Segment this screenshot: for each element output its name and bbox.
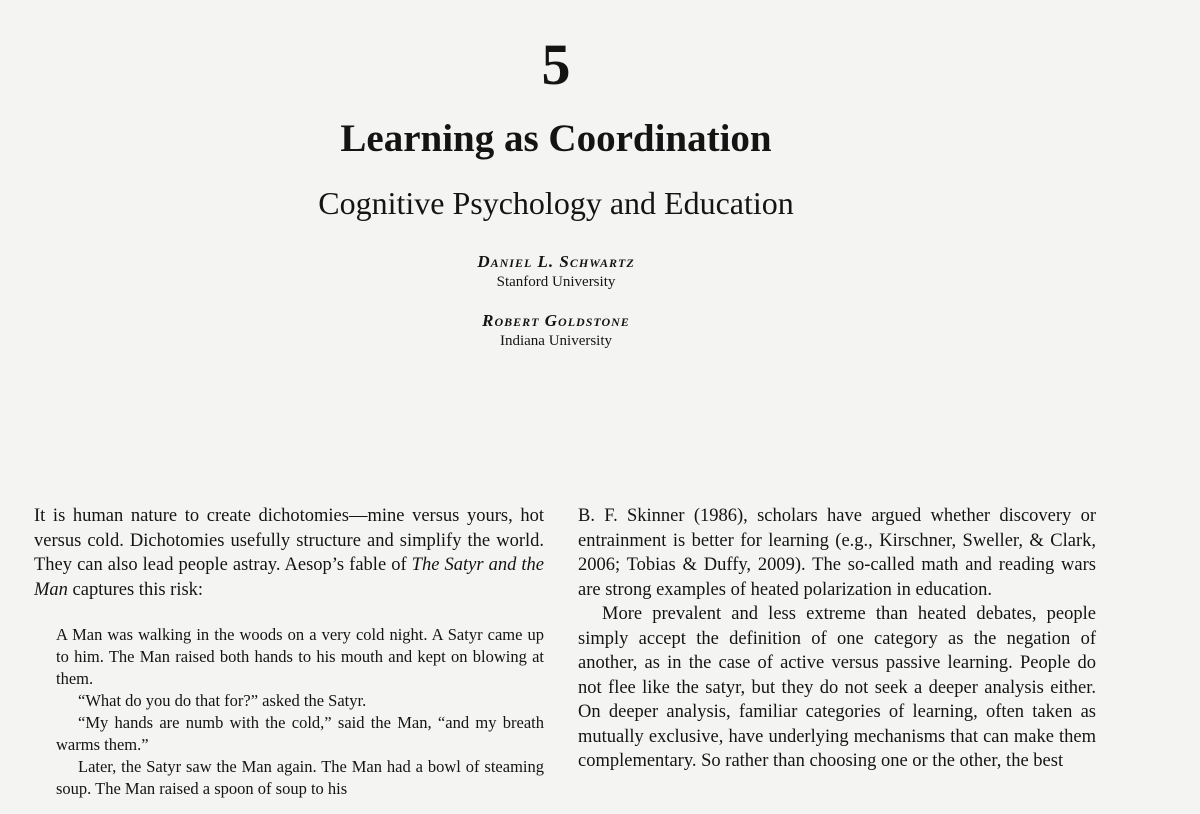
- intro-text-end: captures this risk:: [67, 579, 204, 600]
- left-column: [34, 504, 544, 800]
- quote-paragraph: “What do you do that for?” asked the Satyr.: [78, 691, 367, 710]
- intro-paragraph: [34, 504, 544, 602]
- chapter-number: 5: [541, 32, 571, 97]
- author-name: Daniel L. Schwartz: [477, 252, 635, 271]
- body-paragraph: B. F. Skinner (1986), scholars have argued whether discovery or entrainment is better for learning (e.g., Kirschner, Sweller, & Clark, 2006; Tobias & Duffy, 2009). The so-called math and reading wars are strong examples of heated polarization in education.: [578, 506, 1096, 600]
- quote-paragraph: “My hands are numb with the cold,” said the Man, “and my breath warms them.”: [56, 713, 544, 754]
- body-paragraph: More prevalent and less extreme than heated debates, people simply accept the definition of one category as the negation of another, as in the case of active versus passive learning. People do not flee like the satyr, but they do not seek a deeper analysis either. On deeper analysis, familiar categories of learning, often taken as mutually exclusive, have underlying mechanisms that can make them complementary. So rather than choosing one or the other, the best: [578, 604, 1096, 771]
- quote-paragraph: A Man was walking in the woods on a very cold night. A Satyr came up to him. The Man raised both hands to his mouth and kept on blowing at them.: [56, 625, 544, 688]
- right-column: [578, 504, 1096, 774]
- author-affiliation: Indiana University: [499, 333, 613, 349]
- author-affiliation: Stanford University: [496, 274, 616, 290]
- author-name: Robert Goldstone: [482, 311, 630, 330]
- fable-title: The Satyr and the Man: [34, 555, 544, 600]
- quote-paragraph: Later, the Satyr saw the Man again. The Man had a bowl of steaming soup. The Man raised a spoon of soup to his: [56, 757, 544, 798]
- block-quote: [34, 624, 544, 800]
- chapter-title: Learning as Coordination: [340, 117, 772, 160]
- chapter-subtitle: Cognitive Psychology and Education: [318, 185, 794, 221]
- intro-text: It is human nature to create dichotomies—mine versus yours, hot versus cold. Dichotomies usefully structure and simplify the world. They can also lead people astray. Aesop’s fable of: [34, 506, 544, 575]
